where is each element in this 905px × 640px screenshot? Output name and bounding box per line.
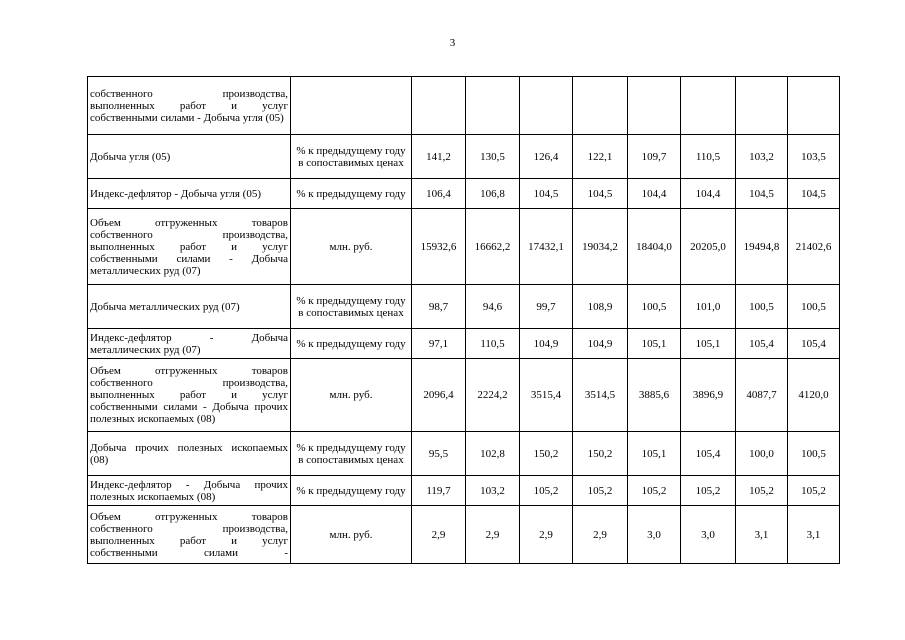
value-cell: 97,1 (412, 329, 466, 359)
table-row (88, 506, 840, 564)
table-row (88, 179, 840, 209)
value-cell: 102,8 (466, 432, 520, 476)
value-cell (466, 77, 520, 135)
value-cell: 2,9 (520, 506, 573, 564)
value-cell: 4087,7 (736, 359, 788, 432)
value-cell: 15932,6 (412, 209, 466, 285)
value-cell: 104,5 (573, 179, 628, 209)
value-cell: 109,7 (628, 135, 681, 179)
indicator-name-cell: Объем отгруженных товаров собственного производства, выполненных работ и услуг собственными силами - Добыча металлических руд (07) (88, 209, 291, 285)
value-cell: 104,5 (736, 179, 788, 209)
unit-cell: млн. руб. (291, 506, 412, 564)
value-cell: 4120,0 (788, 359, 840, 432)
value-cell: 130,5 (466, 135, 520, 179)
value-cell (788, 77, 840, 135)
indicator-name-cell: Индекс-дефлятор - Добыча угля (05) (88, 179, 291, 209)
value-cell: 105,2 (628, 476, 681, 506)
value-cell: 105,1 (628, 432, 681, 476)
value-cell: 105,2 (788, 476, 840, 506)
indicator-name-cell: Объем отгруженных товаров собственного производства, выполненных работ и услуг собственными силами - Добыча прочих полезных ископаемых (08) (88, 359, 291, 432)
value-cell: 100,5 (736, 285, 788, 329)
value-cell: 104,5 (788, 179, 840, 209)
value-cell: 105,4 (681, 432, 736, 476)
unit-cell (291, 77, 412, 135)
value-cell: 104,9 (520, 329, 573, 359)
table-row (88, 359, 840, 432)
value-cell: 101,0 (681, 285, 736, 329)
table-row (88, 135, 840, 179)
value-cell: 150,2 (573, 432, 628, 476)
value-cell: 2,9 (466, 506, 520, 564)
value-cell: 3,0 (681, 506, 736, 564)
value-cell: 105,2 (681, 476, 736, 506)
value-cell: 100,5 (788, 285, 840, 329)
value-cell: 105,1 (628, 329, 681, 359)
value-cell: 141,2 (412, 135, 466, 179)
value-cell: 99,7 (520, 285, 573, 329)
unit-cell: % к предыдущему году (291, 179, 412, 209)
value-cell: 104,9 (573, 329, 628, 359)
value-cell (736, 77, 788, 135)
table-row (88, 209, 840, 285)
value-cell: 18404,0 (628, 209, 681, 285)
page-number: 3 (449, 37, 456, 49)
indicator-name-cell: Добыча прочих полезных ископаемых (08) (88, 432, 291, 476)
value-cell: 19034,2 (573, 209, 628, 285)
value-cell: 17432,1 (520, 209, 573, 285)
value-cell: 3,1 (736, 506, 788, 564)
value-cell (573, 77, 628, 135)
value-cell: 106,4 (412, 179, 466, 209)
value-cell: 150,2 (520, 432, 573, 476)
value-cell: 16662,2 (466, 209, 520, 285)
indicator-name-cell: Добыча угля (05) (88, 135, 291, 179)
value-cell: 104,4 (681, 179, 736, 209)
unit-cell: % к предыдущему году в сопоставимых ценах (291, 432, 412, 476)
value-cell: 105,1 (681, 329, 736, 359)
forecast-table (87, 76, 840, 564)
value-cell: 2,9 (573, 506, 628, 564)
value-cell (520, 77, 573, 135)
value-cell: 106,8 (466, 179, 520, 209)
value-cell: 3,0 (628, 506, 681, 564)
value-cell: 2224,2 (466, 359, 520, 432)
value-cell: 110,5 (681, 135, 736, 179)
unit-cell: % к предыдущему году в сопоставимых ценах (291, 135, 412, 179)
value-cell: 105,4 (788, 329, 840, 359)
value-cell: 100,0 (736, 432, 788, 476)
value-cell: 103,5 (788, 135, 840, 179)
indicator-name-cell: Индекс-дефлятор - Добыча прочих полезных ископаемых (08) (88, 476, 291, 506)
value-cell: 122,1 (573, 135, 628, 179)
value-cell (628, 77, 681, 135)
table-body (88, 77, 840, 564)
value-cell (681, 77, 736, 135)
table-row (88, 77, 840, 135)
value-cell: 105,2 (736, 476, 788, 506)
unit-cell: млн. руб. (291, 209, 412, 285)
value-cell: 100,5 (788, 432, 840, 476)
value-cell: 3,1 (788, 506, 840, 564)
value-cell: 104,5 (520, 179, 573, 209)
table-row (88, 285, 840, 329)
unit-cell: млн. руб. (291, 359, 412, 432)
indicator-name-cell: Добыча металлических руд (07) (88, 285, 291, 329)
value-cell: 95,5 (412, 432, 466, 476)
value-cell: 3896,9 (681, 359, 736, 432)
value-cell: 103,2 (736, 135, 788, 179)
value-cell: 21402,6 (788, 209, 840, 285)
value-cell: 105,2 (520, 476, 573, 506)
indicator-name-cell: Объем отгруженных товаров собственного производства, выполненных работ и услуг собственными силами - (88, 506, 291, 564)
table-row (88, 329, 840, 359)
unit-cell: % к предыдущему году в сопоставимых ценах (291, 285, 412, 329)
indicator-name-cell: Индекс-дефлятор - Добыча металлических руд (07) (88, 329, 291, 359)
table-row (88, 476, 840, 506)
table-row (88, 432, 840, 476)
value-cell: 94,6 (466, 285, 520, 329)
value-cell: 119,7 (412, 476, 466, 506)
value-cell: 105,4 (736, 329, 788, 359)
value-cell: 100,5 (628, 285, 681, 329)
value-cell: 3514,5 (573, 359, 628, 432)
value-cell (412, 77, 466, 135)
value-cell: 3515,4 (520, 359, 573, 432)
value-cell: 105,2 (573, 476, 628, 506)
value-cell: 110,5 (466, 329, 520, 359)
value-cell: 19494,8 (736, 209, 788, 285)
unit-cell: % к предыдущему году (291, 476, 412, 506)
value-cell: 2,9 (412, 506, 466, 564)
value-cell: 104,4 (628, 179, 681, 209)
value-cell: 108,9 (573, 285, 628, 329)
value-cell: 103,2 (466, 476, 520, 506)
value-cell: 126,4 (520, 135, 573, 179)
value-cell: 20205,0 (681, 209, 736, 285)
value-cell: 98,7 (412, 285, 466, 329)
unit-cell: % к предыдущему году (291, 329, 412, 359)
value-cell: 3885,6 (628, 359, 681, 432)
value-cell: 2096,4 (412, 359, 466, 432)
indicator-name-cell: собственного производства, выполненных работ и услуг собственными силами - Добыча угля (05) (88, 77, 291, 135)
